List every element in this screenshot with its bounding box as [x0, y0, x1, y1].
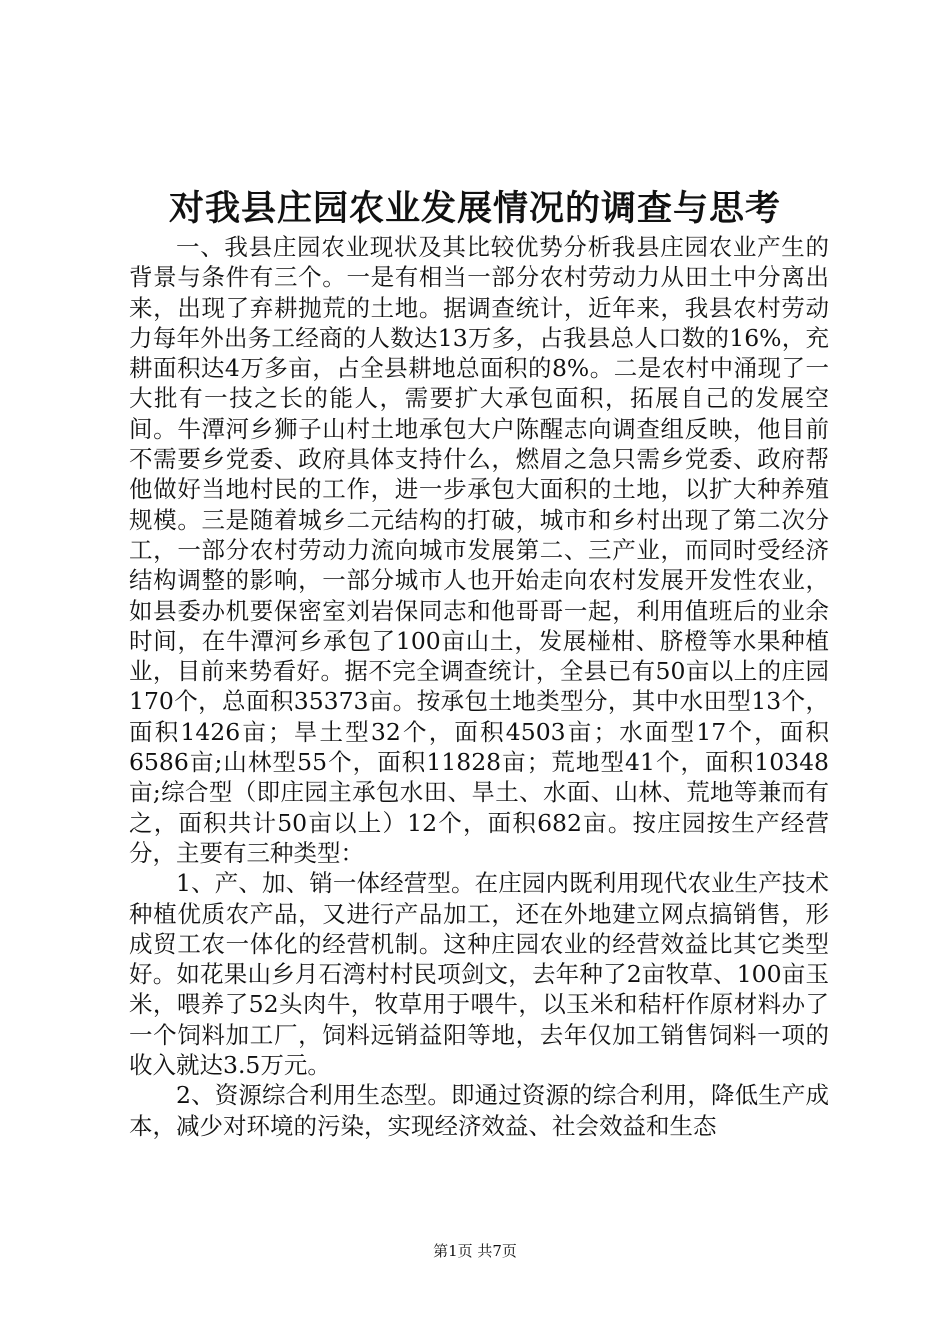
document-title: 对我县庄园农业发展情况的调查与思考 [168, 188, 781, 229]
page-number-footer: 第1页 共7页 [433, 1242, 517, 1260]
paragraph-1: 一、我县庄园农业现状及其比较优势分析我县庄园农业产生的背景与条件有三个。一是有相当一部分农村劳动力从田土中分离出来，出现了弃耕抛荒的土地。据调查统计，近年来，我县农村劳动力每年外出务工经商的人数达13万多，占我县总人口数的16%，充耕面积达4万多亩，占全县耕地总面积的8%。二是农村中涌现了一大批有一技之长的能人，需要扩大承包面积，拓展自己的发展空间。牛潭河乡狮子山村土地承包大户陈醒志向调查组反映，他目前不需要乡党委、政府具体支持什么，燃眉之急只需乡党委、政府帮他做好当地村民的工作，进一步承包大面积的土地，以扩大种养殖规模。三是随着城乡二元结构的打破，城市和乡村出现了第二次分工，一部分农村劳动力流向城市发展第二、三产业，而同时受经济结构调整的影响，一部分城市人也开始走向农村发展开发性农业，如县委办机要保密室刘岩保同志和他哥哥一起，利用值班后的业余时间，在牛潭河乡承包了100亩山土，发展椪柑、脐橙等水果种植业，目前来势看好。据不完全调查统计，全县已有50亩以上的庄园170个，总面积35373亩。按承包土地类型分，其中水田型13个，面积1426亩；旱土型32个，面积4503亩；水面型17个，面积6586亩;山林型55个，面积11828亩；荒地型41个，面积10348亩;综合型（即庄园主承包水田、旱土、水面、山林、荒地等兼而有之，面积共计50亩以上）12个，面积682亩。按庄园按生产经营分，主要有三种类型： [129, 233, 829, 867]
paragraph-3: 2、资源综合利用生态型。即通过资源的综合利用，降低生产成本，减少对环境的污染，实现经济效益、社会效益和生态 [129, 1081, 829, 1140]
paragraph-2: 1、产、加、销一体经营型。在庄园内既利用现代农业生产技术种植优质农产品，又进行产品加工，还在外地建立网点搞销售，形成贸工农一体化的经营机制。这种庄园农业的经营效益比其它类型好。如花果山乡月石湾村村民项剑文，去年种了2亩牧草、100亩玉米，喂养了52头肉牛，牧草用于喂牛，以玉米和秸杆作原材料办了一个饲料加工厂，饲料远销益阳等地，去年仅加工销售饲料一项的收入就达3.5万元。 [129, 869, 829, 1080]
document-body [129, 232, 829, 1141]
